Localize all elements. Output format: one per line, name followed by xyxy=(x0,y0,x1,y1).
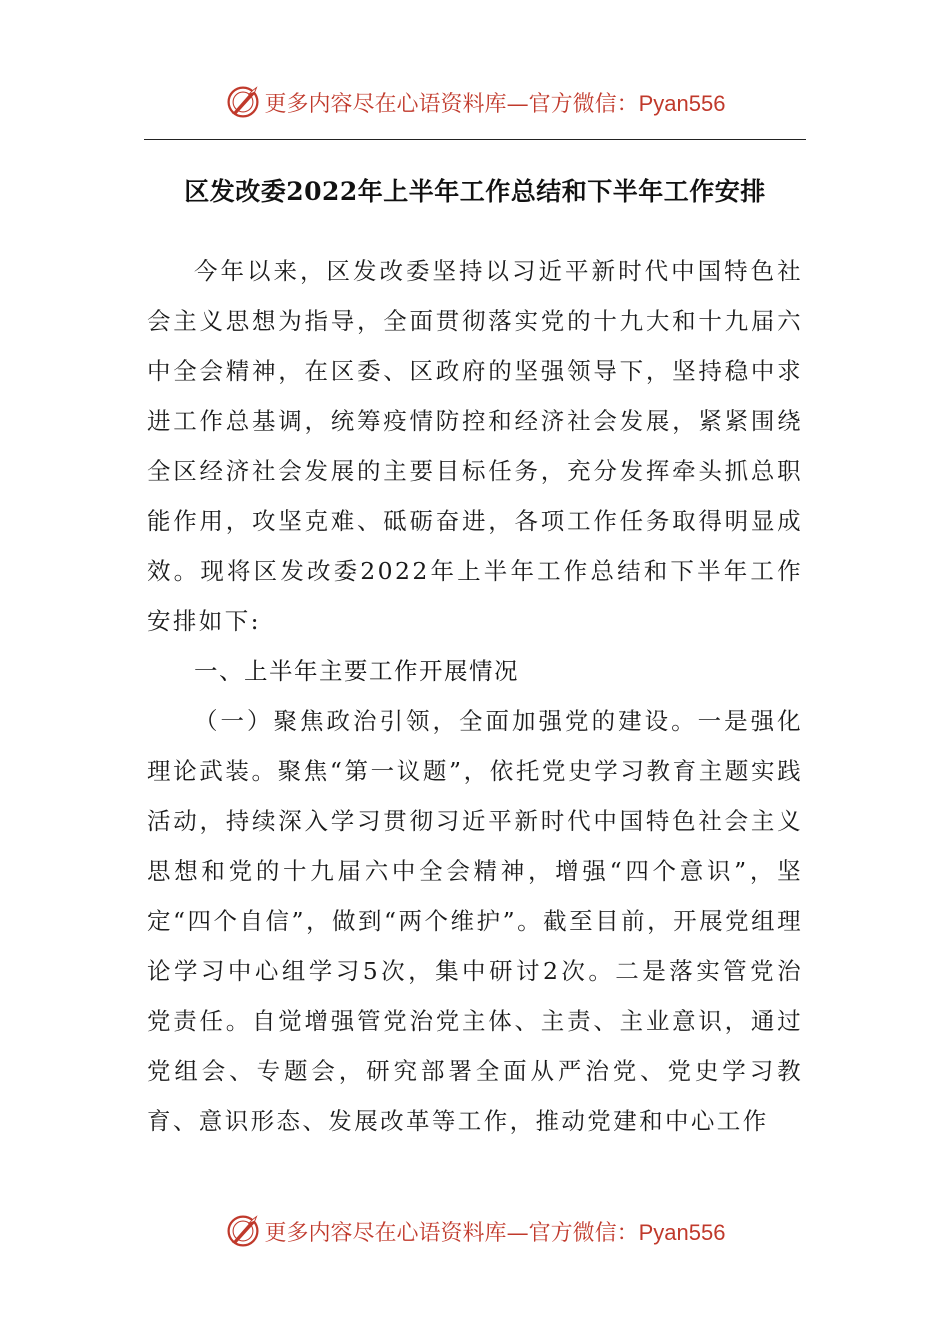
watermark-wechat-id: Pyan556 xyxy=(638,90,726,116)
document-title: 区发改委2022年上半年工作总结和下半年工作安排 xyxy=(184,177,766,206)
watermark-label: 官方微信： xyxy=(528,1220,639,1246)
watermark-separator: — xyxy=(506,91,529,117)
quill-pen-logo-icon xyxy=(225,84,261,120)
watermark-text xyxy=(265,1216,726,1247)
header-rule xyxy=(144,139,806,140)
intro-paragraph: 今年以来，区发改委坚持以习近平新时代中国特色社会主义思想为指导，全面贯彻落实党的十九大和十九届六中全会精神，在区委、区政府的坚强领导下，坚持稳中求进工作总基调，统筹疫情防控和经济社会发展，紧紧围绕全区经济社会发展的主要目标任务，充分发挥牵头抓总职能作用，攻坚克难、砥砺奋进，各项工作任务取得明显成效。现将区发改委2022年上半年工作总结和下半年工作安排如下: xyxy=(147,257,803,635)
section-heading: 一、上半年主要工作开展情况 xyxy=(194,657,519,685)
watermark-brand: 更多内容尽在心语资料库 xyxy=(264,91,507,117)
watermark-wechat-id: Pyan556 xyxy=(638,1219,726,1245)
watermark-label: 官方微信： xyxy=(528,91,639,117)
watermark-header xyxy=(0,80,950,124)
watermark-brand: 更多内容尽在心语资料库 xyxy=(264,1220,507,1246)
section-paragraph: （一）聚焦政治引领，全面加强党的建设。一是强化理论武装。聚焦“第一议题”，依托党史学习教育主题实践活动，持续深入学习贯彻习近平新时代中国特色社会主义思想和党的十九届六中全会精神，增强“四个意识”，坚定“四个自信”，做到“两个维护”。截至目前，开展党组理论学习中心组学习5次，集中研讨2次。二是落实管党治党责任。自觉增强管党治党主体、主责、主业意识，通过党组会、专题会，研究部署全面从严治党、党史学习教育、意识形态、发展改革等工作，推动党建和中心工作 xyxy=(147,707,803,1135)
quill-pen-logo-icon xyxy=(225,1213,261,1249)
watermark-footer xyxy=(0,1209,950,1253)
watermark-separator: — xyxy=(506,1220,529,1246)
watermark-text xyxy=(265,87,726,118)
document-body xyxy=(147,246,803,1146)
